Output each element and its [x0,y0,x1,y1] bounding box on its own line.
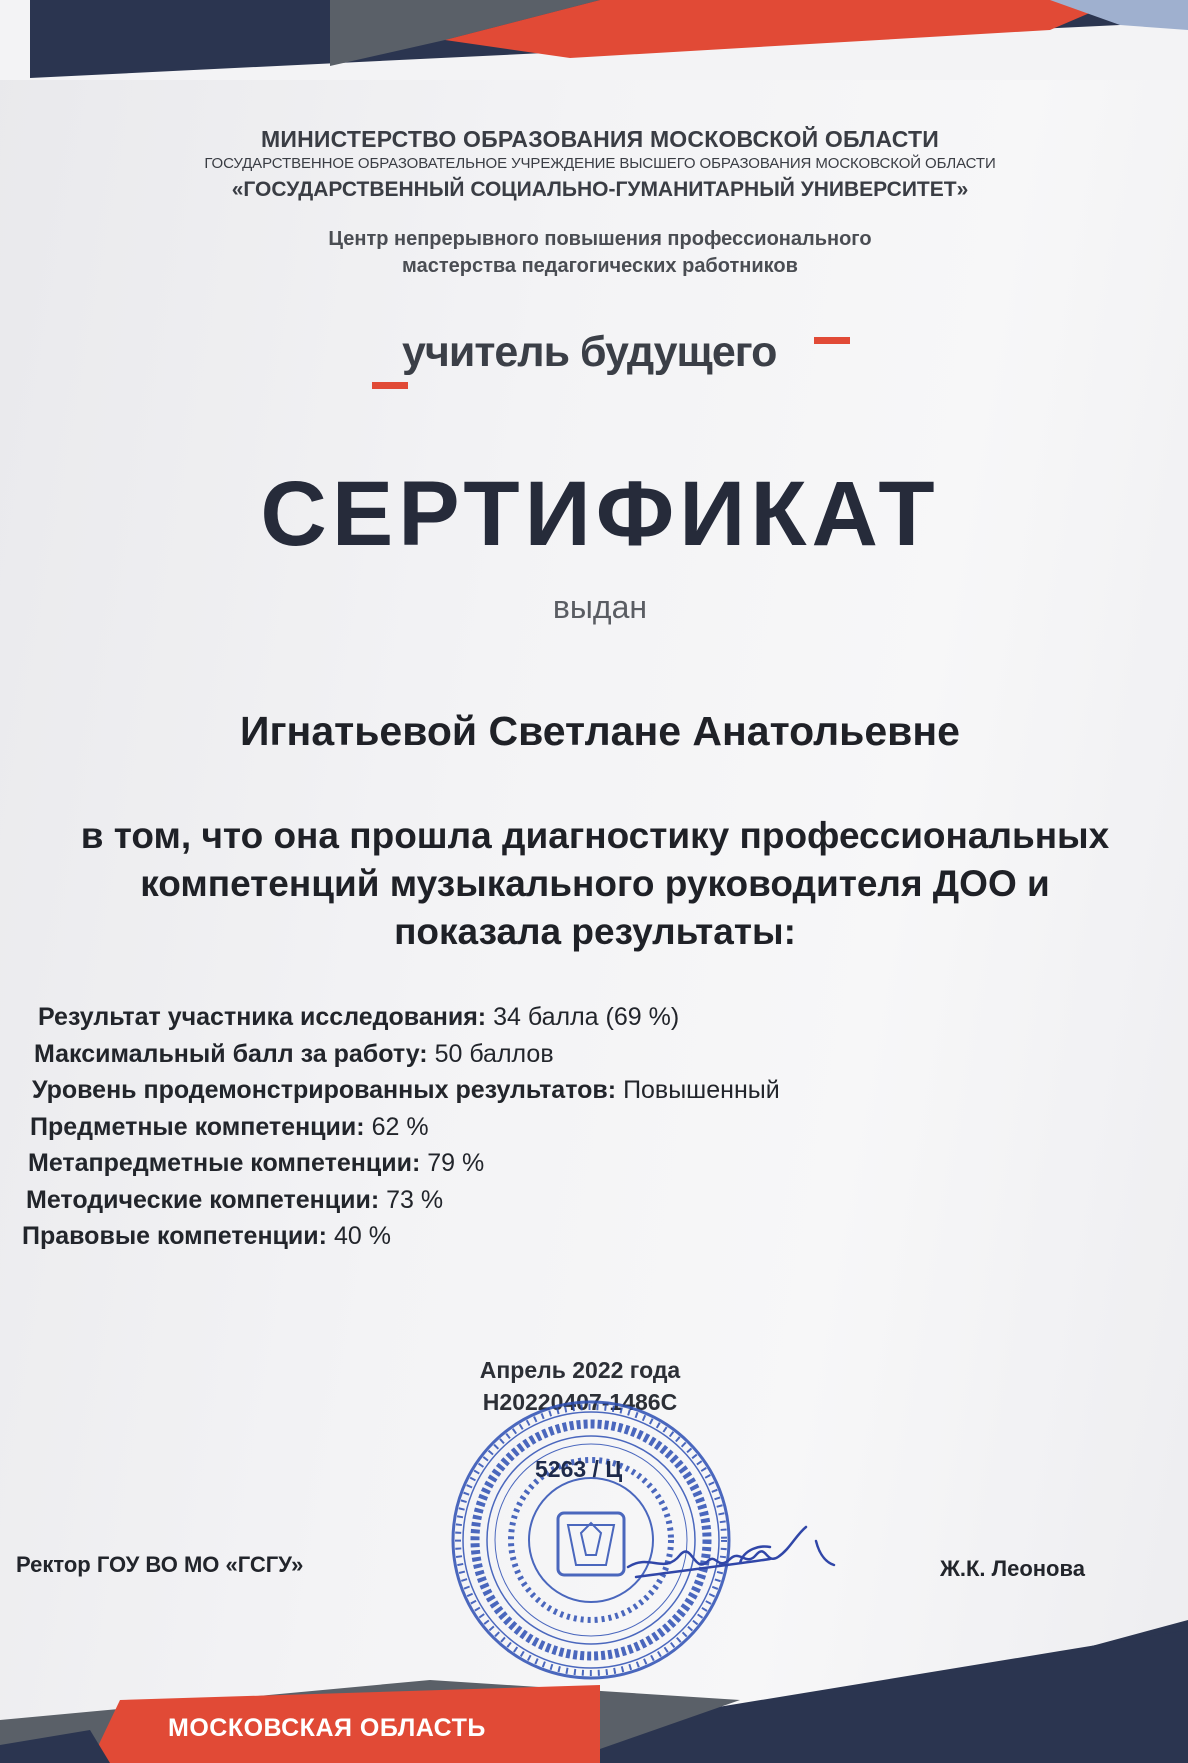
results-list [22,1003,902,1259]
statement-line3: показала результаты: [394,911,796,952]
region-label: МОСКОВСКАЯ ОБЛАСТЬ [168,1714,486,1742]
result-row [22,1076,902,1113]
institution-name: ГОСУДАРСТВЕННОЕ ОБРАЗОВАТЕЛЬНОЕ УЧРЕЖДЕНИЕ ВЫСШЕГО ОБРАЗОВАНИЯ МОСКОВСКОЙ ОБЛАСТИ [204,155,996,172]
result-value: 34 балла (69 %) [493,1003,680,1031]
result-value: Повышенный [623,1076,780,1104]
result-value: 73 % [386,1185,444,1214]
result-row [22,1113,902,1150]
result-label: Результат участника исследования: [38,1003,487,1031]
statement-line1: в том, что она прошла диагностику профессиональных [80,815,1110,856]
result-row [22,1222,902,1259]
issue-date: Апрель 2022 года [479,1357,681,1383]
result-row [22,1040,902,1077]
center-name-line2: мастерства педагогических работников [402,255,798,277]
ministry-name: МИНИСТЕРСТВО ОБРАЗОВАНИЯ МОСКОВСКОЙ ОБЛАСТИ [261,126,939,152]
result-value: 62 % [371,1112,429,1141]
center-name [100,226,1100,280]
result-row [22,1186,902,1223]
issued-label: выдан [552,589,648,625]
university-name: «ГОСУДАРСТВЕННЫЙ СОЦИАЛЬНО-ГУМАНИТАРНЫЙ УНИВЕРСИТЕТ» [231,178,969,201]
rector-title: Ректор ГОУ ВО МО «ГСГУ» [16,1552,304,1577]
stamp-number: 5263 / Ц [535,1456,623,1482]
center-name-line1: Центр непрерывного повышения профессионального [328,228,872,250]
result-label: Метапредметные компетенции: [28,1149,421,1177]
result-label: Уровень продемонстрированных результатов: [32,1076,617,1104]
recipient-name: Игнатьевой Светлане Анатольевне [240,708,960,754]
result-label: Предметные компетенции: [30,1112,365,1141]
result-row [22,1149,902,1186]
certificate-title: СЕРТИФИКАТ [260,463,940,565]
result-label: Правовые компетенции: [22,1222,327,1250]
result-label: Методические компетенции: [26,1185,380,1214]
result-value: 79 % [427,1149,485,1177]
result-row [22,1003,902,1040]
result-label: Максимальный балл за работу: [34,1039,428,1068]
result-value: 40 % [333,1222,391,1250]
handwritten-signature [620,1505,840,1595]
certificate-statement [40,812,1150,956]
logo-text: учитель будущего [402,328,777,376]
top-decorative-band [0,0,1188,80]
rector-name: Ж.К. Леонова [940,1556,1085,1581]
result-value: 50 баллов [434,1039,554,1068]
statement-line2: компетенций музыкального руководителя ДОО и [140,863,1050,904]
certificate-number: Н20220407-1486С [482,1389,678,1415]
